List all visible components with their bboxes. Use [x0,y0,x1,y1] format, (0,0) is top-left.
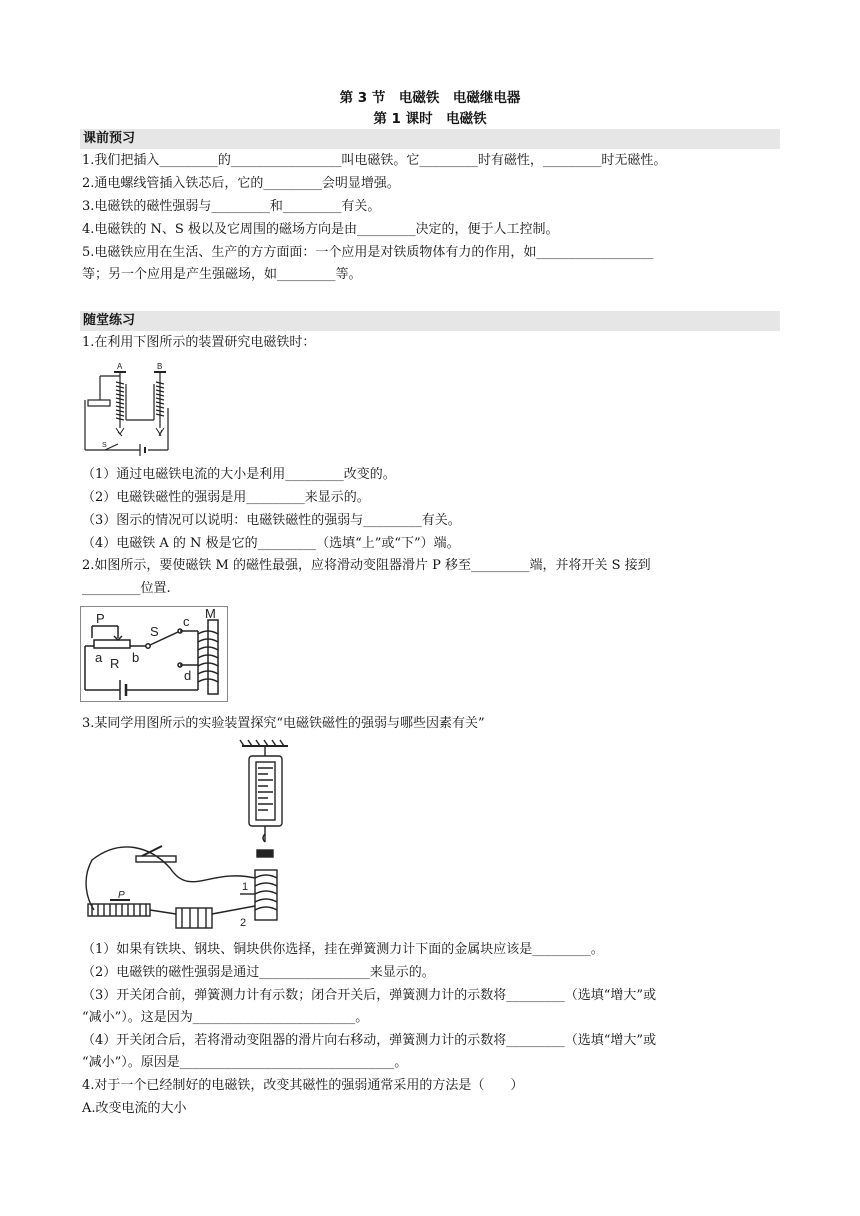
practice-q3-part-2: （2）电磁铁的磁性强弱是通过_________________来显示的。 [82,965,435,980]
figure-2-label-d: d [184,668,192,683]
preview-question-2: 2.通电螺线管插入铁芯后，它的_________会明显增强。 [82,176,400,191]
preview-question-1: 1.我们把插入_________的_________________叫电磁铁。它_________时有磁性，_________时无磁性。 [82,153,667,168]
section-preview-heading: 课前预习 [80,129,780,149]
figure-electromagnets-ab [80,358,180,458]
practice-question-1-stem: 1.在利用下图所示的装置研究电磁铁时： [82,335,316,350]
figure-2-label-r: R [110,656,120,671]
figure-3-label-1: 1 [242,881,249,893]
page-title: 第 3 节 电磁铁 电磁继电器 [339,90,521,106]
practice-q3-part-4-line-2: “减小”）。原因是_________________________________。 [82,1055,408,1070]
section-practice-heading: 随堂练习 [80,311,780,331]
practice-q4-option-a: A.改变电流的大小 [82,1101,187,1116]
figure-spring-scale-setup [80,738,290,930]
practice-q1-part-3: （3）图示的情况可以说明：电磁铁磁性的强弱与_________有关。 [82,513,461,528]
practice-q3-part-3-line-1: （3）开关闭合前，弹簧测力计有示数；闭合开关后，弹簧测力计的示数将_________（选填“增大”或 [82,988,657,1003]
figure-2-label-m: M [205,606,216,621]
preview-question-4: 4.电磁铁的 N、S 极以及它周围的磁场方向是由_________决定的，便于人工控制。 [82,222,559,237]
figure-2-label-c: c [183,614,190,629]
practice-q3-part-4-line-1: （4）开关闭合后，若将滑动变阻器的滑片向右移动，弹簧测力计的示数将_________（选填“增大”或 [82,1033,657,1048]
figure-2-label-a: a [95,650,103,665]
practice-q1-part-2: （2）电磁铁磁性的强弱是用_________来显示的。 [82,490,370,505]
practice-question-2-line-2: _________位置. [82,581,171,596]
figure-2-label-s: S [150,624,159,639]
figure-electromagnet-m-circuit [80,606,228,702]
practice-question-4-stem: 4.对于一个已经制好的电磁铁，改变其磁性的强弱通常采用的方法是（ ） [82,1078,524,1093]
figure-3-label-2: 2 [240,917,247,929]
figure-1-label-b: B [157,362,163,371]
preview-question-3: 3.电磁铁的磁性强弱与_________和_________有关。 [82,199,381,214]
figure-1-label-a: A [117,362,123,371]
practice-q3-part-1: （1）如果有铁块、钢块、铜块供你选择，挂在弹簧测力计下面的金属块应该是_________。 [82,942,604,957]
practice-question-3-stem: 3.某同学用图所示的实验装置探究“电磁铁磁性的强弱与哪些因素有关” [82,716,485,731]
figure-2-label-b: b [132,650,140,665]
preview-question-5-line-1: 5.电磁铁应用在生活、生产的方方面面：一个应用是对铁质物体有力的作用，如__________________ [82,245,654,260]
practice-q3-part-3-line-2: “减小”）。这是因为_________________________。 [82,1010,369,1025]
practice-q1-part-4: （4）电磁铁 A 的 N 极是它的_________（选填“上”或“下”）端。 [82,536,460,551]
figure-1-label-s: S [102,442,107,449]
figure-3-label-p: P [118,890,125,901]
page-subtitle: 第 1 课时 电磁铁 [373,111,487,127]
practice-q1-part-1: （1）通过电磁铁电流的大小是利用_________改变的。 [82,467,396,482]
practice-question-2-line-1: 2.如图所示，要使磁铁 M 的磁性最强，应将滑动变阻器滑片 P 移至_________端，并将开关 S 接到 [82,558,651,573]
preview-question-5-line-2: 等；另一个应用是产生强磁场，如_________等。 [82,267,362,282]
figure-2-label-p: P [96,611,105,626]
